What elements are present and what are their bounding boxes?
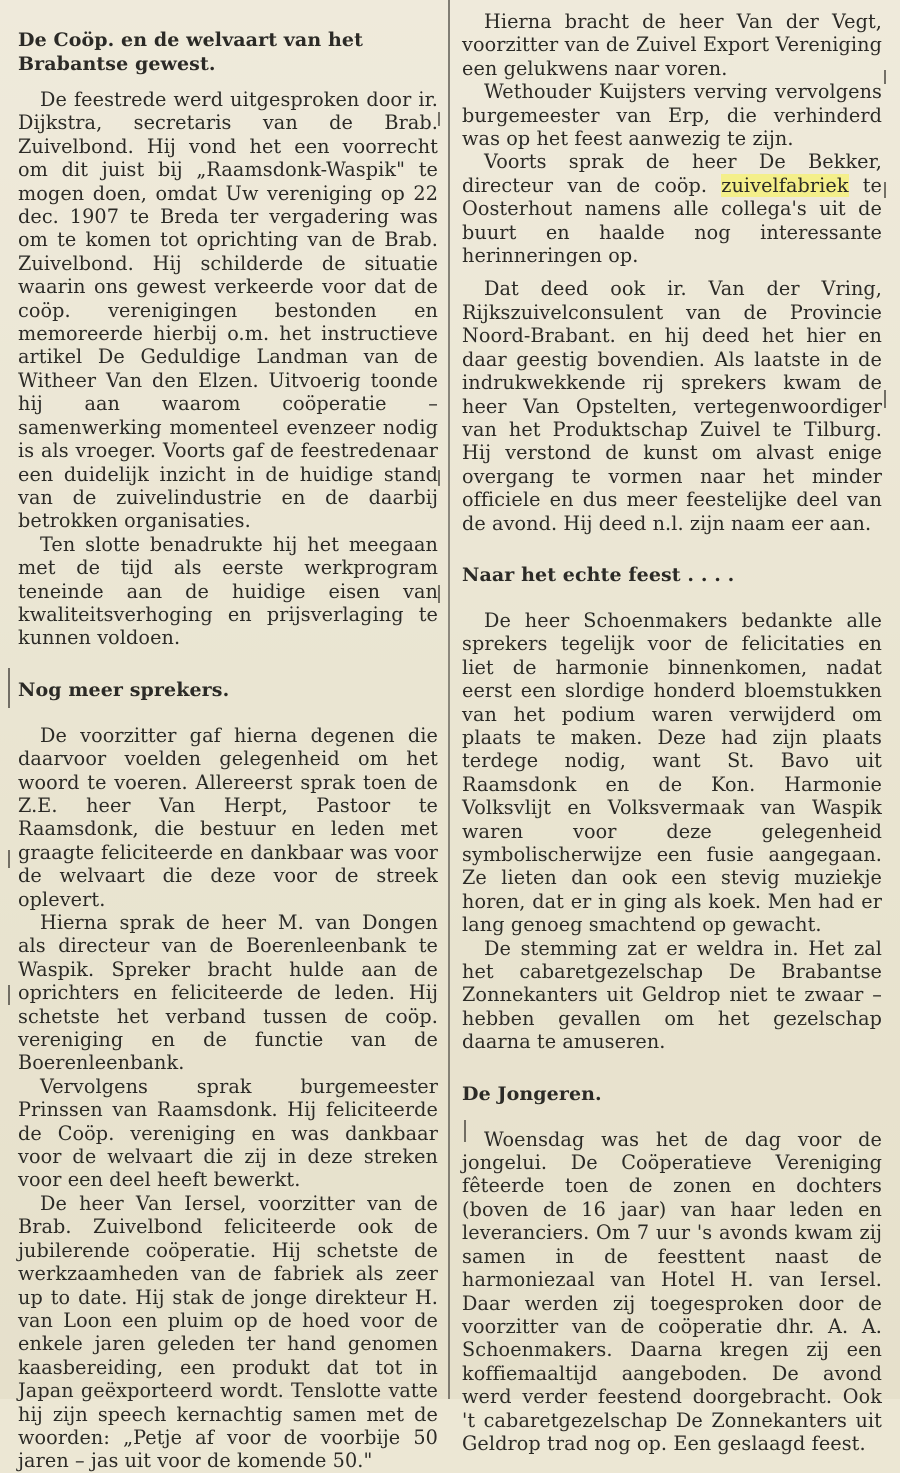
margin-mark bbox=[884, 390, 886, 408]
margin-mark bbox=[438, 470, 440, 486]
text-segment: Voorts sprak de heer De Bekker, directeur van de coöp. bbox=[462, 150, 882, 197]
paragraph: Hierna sprak de heer M. van Dongen als directeur van de Boerenleenbank te Waspik. Spreker bracht hulde aan de oprichters en feliciteerde de leden. Hij schetste het verband tussen de coöp. vereniging en de functie van de Boerenleenbank. bbox=[18, 911, 438, 1075]
margin-mark bbox=[8, 850, 10, 868]
heading-jongeren: De Jongeren. bbox=[462, 1082, 602, 1105]
paragraph: Dat deed ook ir. Van der Vring, Rijkszuivelconsulent van de Provincie Noord-Brabant. en hij deed het hier en daar geestig bovendien. Als laatste in de indrukwekkende rij sprekers kwam de heer Van Opstelten, vertegenwoordiger van het Produktschap Zuivel te Tilburg. Hij verstond de kunst om alvast enige overgang te vormen naar het minder officiele en dus meer feestelijke deel van de avond. Hij deed n.l. zijn naam eer aan. bbox=[462, 277, 882, 535]
heading-coop-welvaart: De Coöp. en de welvaart van het Brabantse gewest. bbox=[18, 29, 363, 75]
paragraph: De feestrede werd uitgesproken door ir. Dijkstra, secretaris van de Brab. Zuivelbond. Hij vond het een voorrecht om dit juist bij „Raamsdonk-Waspik" te mogen doen, omdat Uw vereniging op 22 dec. 1907 te Breda ter vergadering was om te komen tot oprichting van de Brab. Zuivelbond. Hij schilderde de situatie waarin ons gewest verkeerde voor dat de coöp. verenigingen bestonden en memoreerde hierbij o.m. het instructieve artikel De Geduldige Landman van de Witheer Van den Elzen. Uitvoerig toonde hij aan waarom coöperatie – samenwerking momenteel evenzeer nodig is als vroeger. Voorts gaf de feestredenaar een duidelijk inzicht in de huidige stand van de zuivelindustrie en de daarbij betrokken organisaties. bbox=[18, 88, 438, 533]
margin-mark bbox=[438, 585, 440, 603]
paragraph bbox=[462, 150, 882, 267]
margin-mark bbox=[8, 668, 10, 708]
right-column bbox=[462, 10, 882, 1455]
paragraph: Hierna bracht de heer Van der Vegt, voorzitter van de Zuivel Export Vereniging een gelukwens naar voren. bbox=[462, 10, 882, 80]
margin-mark bbox=[8, 985, 10, 1005]
paragraph: Woensdag was het de dag voor de jongelui. De Coöperatieve Vereniging fêteerde toen de zonen en dochters (boven de 16 jaar) van haar leden en leveranciers. Om 7 uur 's avonds kwam zij samen in de feesttent naast de harmoniezaal van Hotel H. van Iersel. Daar werden zij toegesproken door de voorzitter van de coöperatie dhr. A. A. Schoenmakers. Daarna kregen zij een koffiemaaltijd aangeboden. De avond werd verder feestend doorgebracht. Ook 't cabaretgezelschap De Zonnekanters uit Geldrop trad nog op. Een geslaagd feest. bbox=[462, 1127, 882, 1455]
margin-mark bbox=[884, 70, 886, 84]
paragraph: De stemming zat er weldra in. Het zal het cabaretgezelschap De Brabantse Zonnekanters uit Geldrop niet te zwaar – hebben gevallen om het gezelschap daarna te amuseren. bbox=[462, 936, 882, 1054]
margin-mark bbox=[884, 182, 886, 198]
left-column bbox=[18, 18, 438, 1473]
heading-meer-sprekers: Nog meer sprekers. bbox=[18, 678, 230, 701]
highlighted-word: zuivelfabriek bbox=[721, 173, 849, 197]
column-divider bbox=[448, 0, 450, 1399]
margin-mark bbox=[438, 112, 440, 126]
paragraph: De heer Schoenmakers bedankte alle sprekers tegelijk voor de felicitaties en liet de harmonie binnenkomen, nadat eerst een slordige honderd bloemstukken van het podium waren verwijderd om plaats te maken. Deze had zijn plaats terdege nodig, want St. Bavo uit Raamsdonk en de Kon. Harmonie Volksvlijt en Volksvermaak van Waspik waren voor deze gelegenheid symbolischerwijze een fusie aangegaan. Ze lieten dan ook een stevig muziekje horen, dat er in ging als koek. Men had er lang genoeg smachtend op gewacht. bbox=[462, 608, 882, 937]
paragraph: Ten slotte benadrukte hij het meegaan met de tijd als eerste werkprogram teneinde aan de huidige eisen van kwaliteitsverhoging en prijsverlaging te kunnen voldoen. bbox=[18, 532, 438, 650]
text-segment: te Oosterhout namens alle collega's uit de buurt en haalde nog interessante herinneringen op. bbox=[462, 173, 883, 268]
paragraph: De heer Van Iersel, voorzitter van de Brab. Zuivelbond feliciteerde ook de jubilerende coöperatie. Hij schetste de werkzaamheden van de fabriek als zeer up to date. Hij stak de jonge direkteur H. van Loon een pluim op de hoed voor de enkele jaren geleden ter hand genomen kaasbereiding, een produkt dat tot in Japan geëxporteerd wordt. Tenslotte vatte hij zijn speech kernachtig samen met de woorden: „Petje af voor de voorbije 50 jaren – jas uit voor de komende 50." bbox=[18, 1191, 438, 1473]
paragraph: Wethouder Kuijsters verving vervolgens burgemeester van Erp, die verhinderd was op het feest aanwezig te zijn. bbox=[462, 80, 882, 151]
paragraph: Vervolgens sprak burgemeester Prinssen van Raamsdonk. Hij feliciteerde de Coöp. vereniging en was dankbaar voor de welvaart die zij in deze streken voor een deel heeft bewerkt. bbox=[18, 1074, 438, 1192]
paragraph: De voorzitter gaf hierna degenen die daarvoor voelden gelegenheid om het woord te voeren. Allereerst sprak toen de Z.E. heer Van Herpt, Pastoor te Raamsdonk, die bestuur en leden met graagte feliciteerde en dankbaar was voor de welvaart die deze voor de streek oplevert. bbox=[18, 723, 438, 911]
heading-echte-feest: Naar het echte feest . . . . bbox=[462, 563, 735, 586]
